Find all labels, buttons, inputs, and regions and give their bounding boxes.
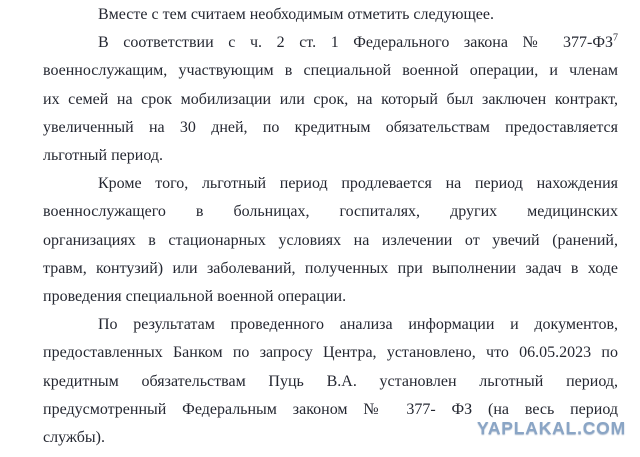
text-line: военнослужащего в больницах, госпиталях, других медицинских [43, 203, 618, 221]
text-line: военнослужащим, участвующим в специальной военной операции, и членам [43, 62, 618, 80]
text-line: увеличенный на 30 дней, по кредитным обязательствам предоставляется [43, 118, 618, 136]
text-line [43, 29, 618, 57]
paragraph-law-377 [43, 29, 618, 170]
text-line: предоставленных Банком по запросу Центра, установлено, что 06.05.2023 по [43, 344, 618, 362]
text-line: Кроме того, льготный период продлевается на период нахождения [98, 175, 618, 193]
text-line: травм, контузий) или заболеваний, полученных при выполнении задач в ходе [43, 259, 618, 277]
text-line: предусмотренный Федеральным законом № 377- ФЗ (на весь период [43, 400, 618, 418]
paragraph-intro [43, 1, 618, 29]
text-line: службы). [43, 429, 105, 447]
paragraph-grace-period-extension [43, 170, 618, 311]
text-line: их семей на срок мобилизации или срок, на который был заключен контракт, [43, 90, 618, 108]
document-page [43, 1, 618, 452]
text-line: льготный период. [43, 147, 164, 165]
text-line: Вместе с тем считаем необходимым отметить следующее. [98, 6, 494, 23]
text-line: проведения специальной военной операции. [43, 288, 347, 306]
yaplakal-watermark: YAPLAKAL.COM [477, 418, 626, 438]
text-line: организациях в стационарных условиях на излечении от увечий (ранений, [43, 231, 618, 249]
line-text: В соответствии с ч. 2 ст. 1 Федерального закона № 377-ФЗ [98, 34, 613, 52]
text-line: По результатам проведенного анализа информации и документов, [98, 316, 618, 334]
text-line: кредитным обязательствам Пуць В.А. установлен льготный период, [43, 372, 618, 390]
footnote-ref: 7 [613, 32, 618, 44]
